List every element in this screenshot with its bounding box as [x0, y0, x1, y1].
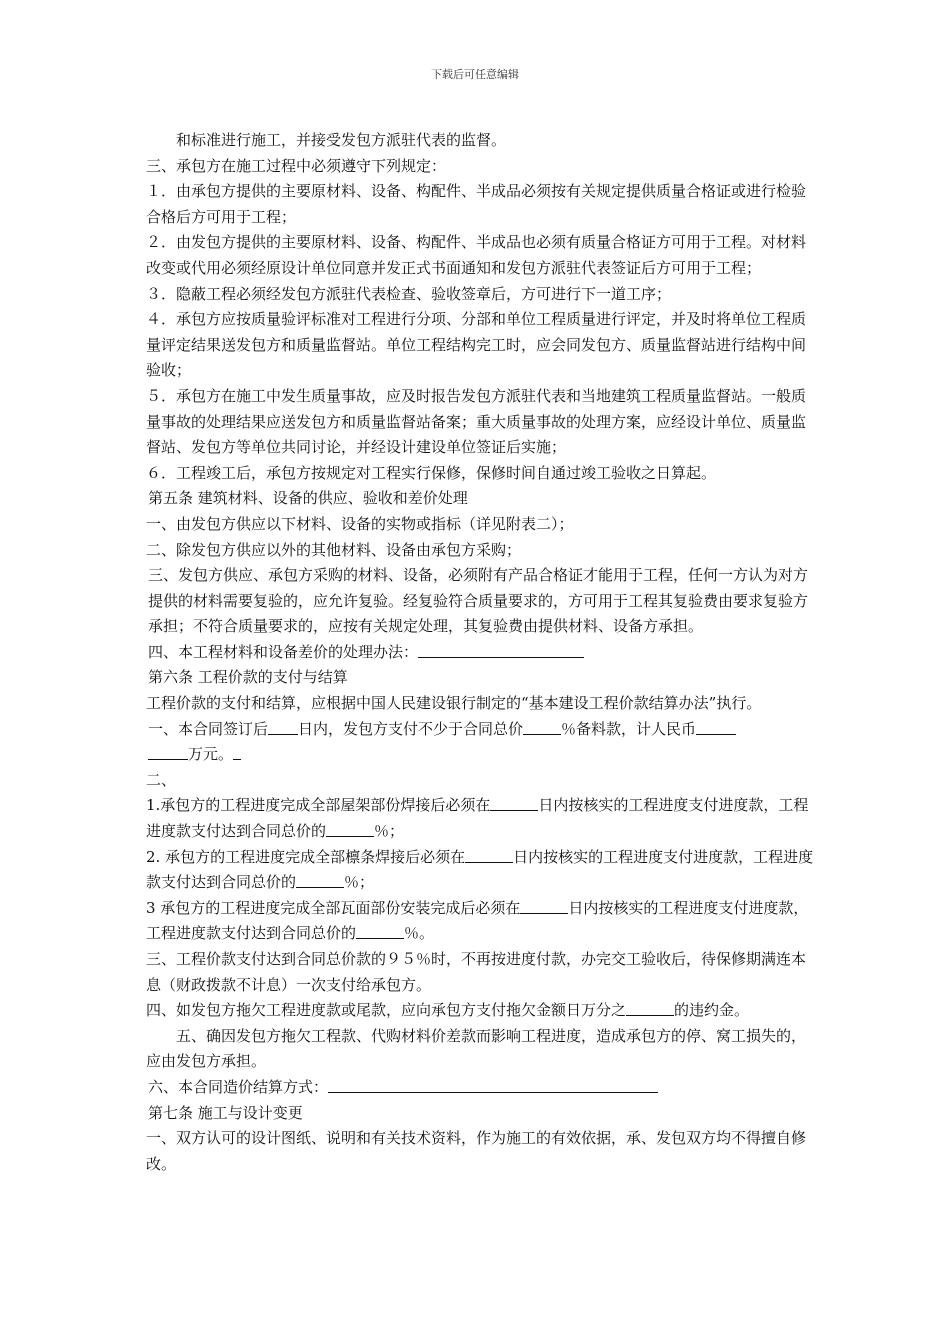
paragraph	[146, 1075, 814, 1101]
document-body	[146, 128, 814, 1177]
blank-line[interactable]	[626, 999, 674, 1016]
paragraph: 和标准进行施工，并接受发包方派驻代表的监督。	[176, 131, 507, 149]
paragraph	[146, 640, 814, 666]
paragraph: 二、	[146, 770, 177, 789]
blank-line[interactable]	[148, 743, 188, 760]
paragraph-text: 四、本工程材料和设备差价的处理办法：	[148, 642, 419, 661]
blank-line[interactable]	[326, 820, 374, 837]
section-heading: 第五条 建筑材料、设备的供应、验收和差价处理	[148, 489, 468, 508]
paragraph-text: 日内按核实的工程进度支付进度款，工程进度款支付达到合同总价的	[146, 847, 814, 892]
blank-line[interactable]	[268, 718, 298, 735]
paragraph: １．由承包方提供的主要原材料、设备、构配件、半成品必须按有关规定提供质量合格证或进行检验合格后方可用于工程；	[146, 182, 807, 226]
blank-line[interactable]	[356, 922, 404, 939]
paragraph: 一、双方认可的设计图纸、说明和有关技术资料，作为施工的有效依据，承、发包双方均不得擅自修改。	[146, 1129, 807, 1173]
paragraph	[146, 845, 814, 896]
paragraph-text: 日内按核实的工程进度支付进度款，工程进度款支付达到合同总价的	[146, 796, 809, 841]
paragraph: ５．承包方在施工中发生质量事故，应及时报告发包方派驻代表和当地建筑工程质量监督站。一般质量事故的处理结果应送发包方和质量监督站备案；重大质量事故的处理方案，应经设计单位、质量监督站、发包方等单位共同讨论，并经设计建设单位签证后实施；	[146, 386, 807, 457]
blank-line[interactable]	[465, 846, 513, 863]
section-heading: 第六条 工程价款的支付与结算	[148, 668, 348, 687]
paragraph	[146, 998, 814, 1024]
paragraph: ３．隐蔽工程必须经发包方派驻代表检查、验收签章后，方可进行下一道工序；	[146, 284, 672, 303]
blank-line[interactable]	[490, 794, 538, 811]
paragraph-text: 2. 承包方的工程进度完成全部檩条焊接后必须在	[146, 847, 466, 866]
paragraph-text: ％；	[374, 822, 405, 841]
paragraph: 三、承包方在施工过程中必须遵守下列规定：	[146, 156, 447, 175]
paragraph-text: 1.承包方的工程进度完成全部屋架部份焊接后必须在	[146, 796, 491, 815]
paragraph-text: 万元。	[188, 745, 234, 764]
paragraph: 三、发包方供应、承包方采购的材料、设备，必须附有产品合格证才能用于工程，任何一方认为对方提供的材料需要复验的，应允许复验。经复验符合质量要求的，方可用于工程其复验费由要求复验方承担；不符合质量要求的，应按有关规定处理，其复验费由提供材料、设备方承担。	[148, 566, 809, 636]
paragraph	[146, 793, 814, 844]
paragraph-text: 六、本合同造价结算方式：	[148, 1077, 329, 1096]
blank-line[interactable]	[233, 743, 241, 760]
blank-line[interactable]	[328, 1076, 658, 1093]
paragraph-text: 四、如发包方拖欠工程进度款或尾款，应向承包方支付拖欠金额日万分之	[146, 1001, 627, 1020]
paragraph: ２．由发包方提供的主要原材料、设备、构配件、半成品也必须有质量合格证方可用于工程。对材料改变或代用必须经原设计单位同意并发正式书面通知和发包方派驻代表签证后方可用于工程；	[146, 233, 807, 277]
paragraph-text: 日内按核实的工程进度支付进度款，工程进度款支付达到合同总价的	[146, 898, 809, 943]
paragraph: ６．工程竣工后，承包方按规定对工程实行保修，保修时间自通过竣工验收之日算起。	[146, 463, 717, 482]
blank-line[interactable]	[523, 718, 561, 735]
paragraph: 工程价款的支付和结算，应根据中国人民建设银行制定的“基本建设工程价款结算办法”执行。	[146, 694, 762, 713]
paragraph: 三、工程价款支付达到合同总价款的９５％时，不再按进度付款，办完交工验收后，待保修期满连本息（财政拨款不计息）一次支付给承包方。	[146, 950, 807, 994]
paragraph: 二、除发包方供应以外的其他材料、设备由承包方采购；	[146, 540, 522, 559]
section-heading: 第七条 施工与设计变更	[148, 1103, 303, 1122]
paragraph-text: ％。	[404, 924, 435, 943]
page-header: 下载后可任意编辑	[431, 68, 519, 81]
blank-line[interactable]	[418, 641, 584, 658]
paragraph: ４．承包方应按质量验评标准对工程进行分项、分部和单位工程质量进行评定，并及时将单位工程质量评定结果送发包方和质量监督站。单位工程结构完工时，应会同发包方、质量监督站进行结构中间验收；	[146, 310, 807, 380]
paragraph-text: 3 承包方的工程进度完成全部瓦面部份安装完成后必须在	[146, 898, 521, 917]
paragraph-text: 一、本合同签订后	[148, 719, 269, 738]
paragraph-text: ％备料款，计人民币	[561, 719, 697, 738]
paragraph	[146, 717, 814, 768]
blank-line[interactable]	[296, 871, 344, 888]
paragraph-text: 的违约金。	[674, 1001, 750, 1020]
paragraph: 五、确因发包方拖欠工程款、代购材料价差款而影响工程进度，造成承包方的停、窝工损失的，应由发包方承担。	[146, 1026, 807, 1071]
blank-line[interactable]	[696, 718, 736, 735]
paragraph-text: 日内，发包方支付不少于合同总价	[298, 719, 524, 738]
paragraph: 一、由发包方供应以下材料、设备的实物或指标（详见附表二）；	[146, 514, 574, 533]
paragraph-text: ％；	[344, 873, 375, 892]
paragraph	[146, 896, 814, 947]
blank-line[interactable]	[520, 897, 568, 914]
